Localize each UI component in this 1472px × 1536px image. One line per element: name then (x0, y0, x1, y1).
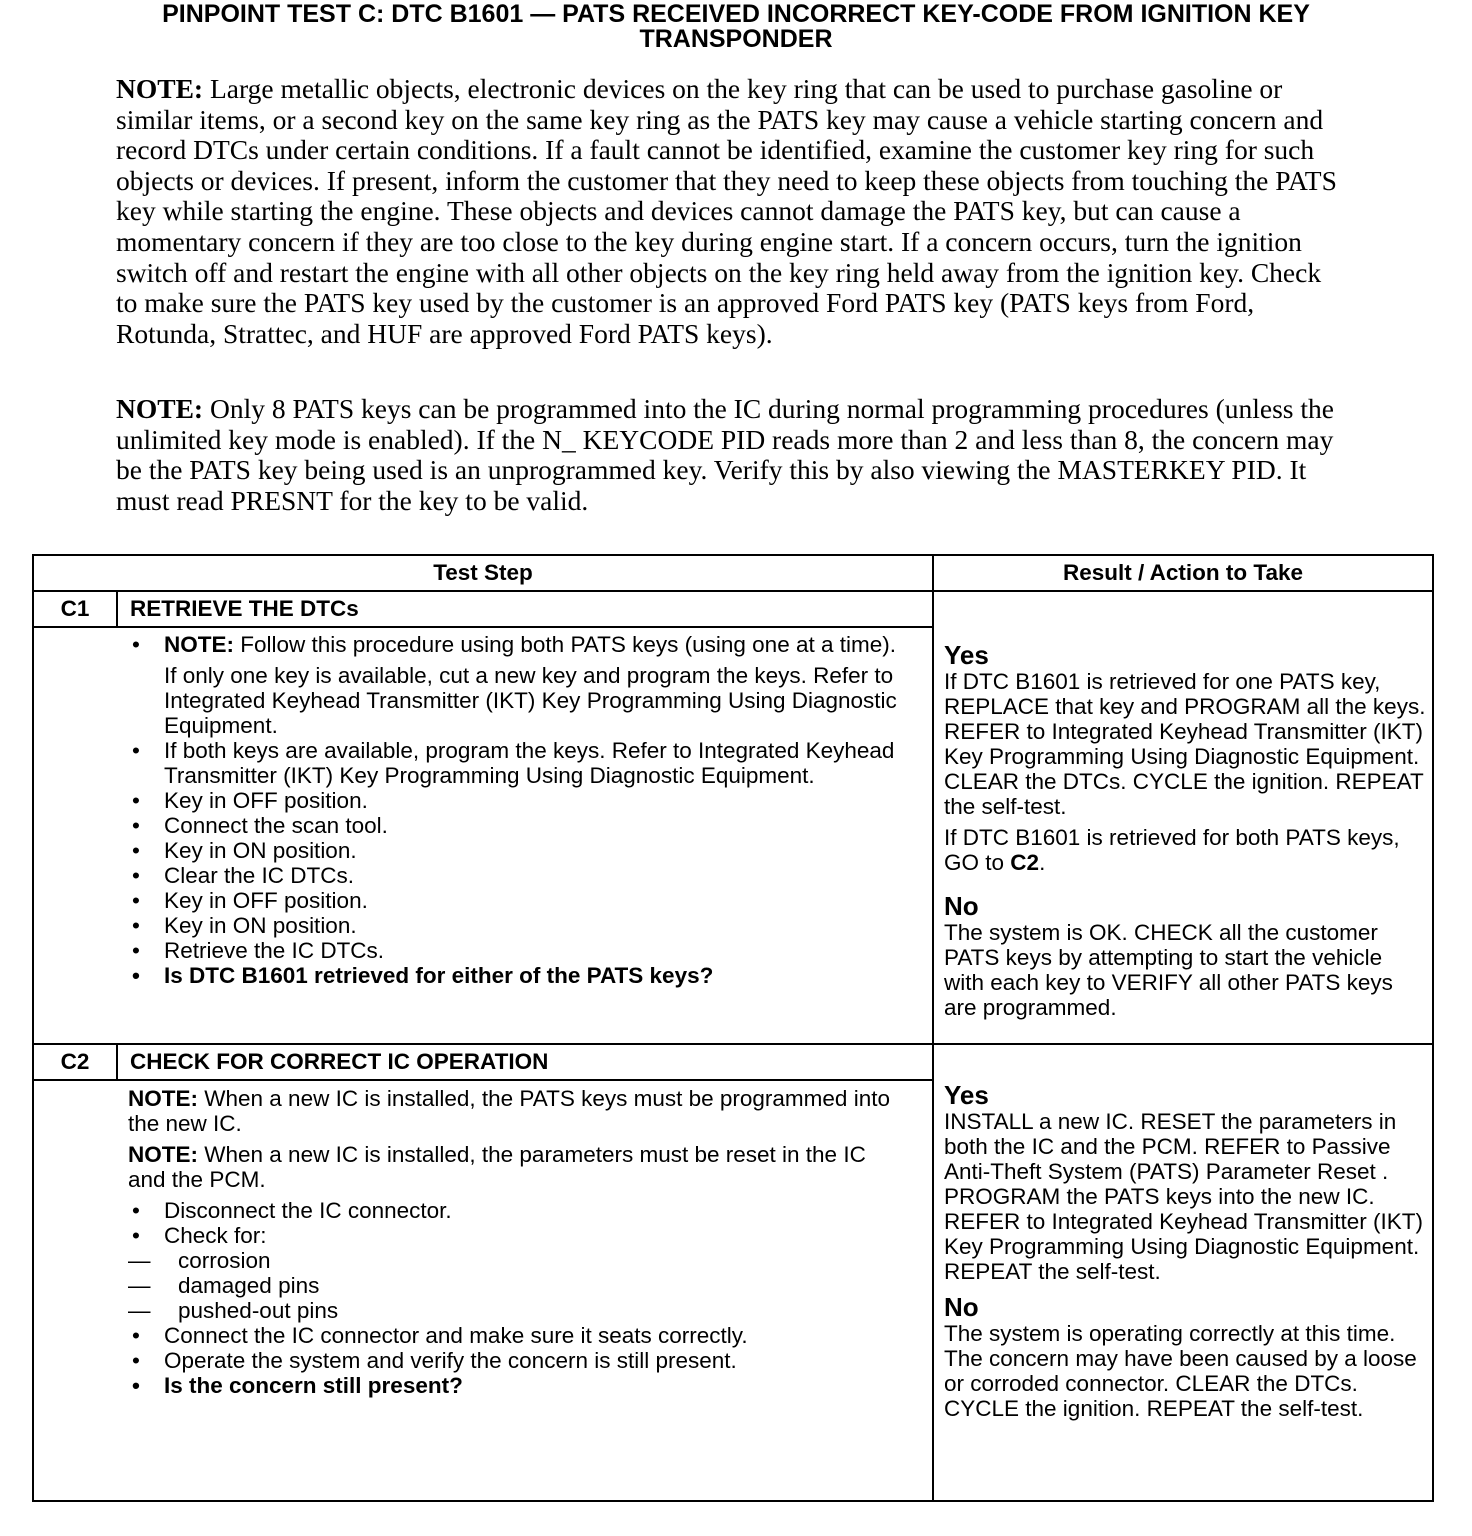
list-item: • Key in ON position. (128, 838, 898, 863)
note-text: Large metallic objects, electronic devices on the key ring that can be used to purchase gasoline or similar items, or a second key on the same key ring as the PATS key may cause a vehicle starting concern and record DTCs under certain conditions. If a fault cannot be identified, examine the customer key ring for such objects or devices. If present, inform the customer that they need to keep these objects from touching the PATS key while starting the engine. These objects and devices cannot damage the PATS key, but can cause a momentary concern if they are too close to the key during engine start. If a concern occurs, turn the ignition switch off and restart the engine with all other objects on the key ring held away from the ignition key. Check to make sure the PATS key used by the customer is an approved Ford PATS key (PATS keys from Ford, Rotunda, Strattec, and HUF are approved Ford PATS keys). (116, 73, 1337, 349)
yes-label: Yes (944, 1080, 989, 1110)
note-text: When a new IC is installed, the PATS keys must be programmed into the new IC. (128, 1086, 890, 1136)
list-item: • Connect the scan tool. (128, 813, 898, 838)
yes-text: INSTALL a new IC. RESET the parameters in both the IC and the PCM. REFER to Passive Anti-Theft System (PATS) Parameter Reset . PROGRAM the PATS keys into the new IC. REFER to Integrated Keyhead Transmitter (IKT) Key Programming Using Diagnostic Equipment. REPEAT the self-test. (944, 1109, 1423, 1284)
c2-title-divider (34, 1079, 932, 1081)
note-text: Follow this procedure using both PATS keys (using one at a time). (240, 632, 896, 657)
note-text: When a new IC is installed, the parameters must be reset in the IC and the PCM. (128, 1142, 866, 1192)
note-label: NOTE: (116, 393, 204, 424)
c2-procedure (128, 1086, 908, 1398)
c1-id-divider (116, 592, 118, 628)
list-item: • Key in OFF position. (128, 888, 898, 913)
goto-link-c2[interactable]: C2 (1010, 850, 1040, 875)
yes-text (944, 825, 1428, 875)
column-divider (932, 556, 934, 1500)
list-item: • Connect the IC connector and make sure it seats correctly. (128, 1323, 908, 1348)
c2-result (944, 1082, 1428, 1421)
note-text: Only 8 PATS keys can be programmed into the IC during normal programming procedures (unless the unlimited key mode is enabled). If the N_ KEYCODE PID reads more than 2 and less than 8, the concern may be the PATS key being used is an unprogrammed key. Verify this by also viewing the MASTERKEY PID. It must read PRESNT for the key to be valid. (116, 393, 1334, 516)
list-item: • Is DTC B1601 retrieved for either of the PATS keys? (128, 963, 898, 988)
header-result-action: Result / Action to Take (1062, 560, 1304, 585)
list-item: • Operate the system and verify the concern is still present. (128, 1348, 908, 1373)
note-label: NOTE: (164, 632, 234, 657)
no-label: No (944, 1292, 979, 1322)
step-title-c2: CHECK FOR CORRECT IC OPERATION (130, 1049, 549, 1074)
list-item: • Key in OFF position. (128, 788, 898, 813)
list-item: • Is the concern still present? (128, 1373, 908, 1398)
step-id-c2: C2 (60, 1049, 90, 1074)
list-item (128, 663, 898, 738)
yes-text-goto: If DTC B1601 is retrieved for both PATS keys, GO to (944, 825, 1400, 875)
yes-label: Yes (944, 640, 989, 670)
c1-title-divider (34, 626, 932, 628)
no-text: The system is operating correctly at this time. The concern may have been caused by a loose or corroded connector. CLEAR the DTCs. CYCLE the ignition. REPEAT the self-test. (944, 1321, 1417, 1421)
c2-note-1 (128, 1086, 908, 1136)
list-item (128, 1223, 908, 1323)
c1-procedure (128, 632, 898, 988)
c2-step-list (128, 1198, 908, 1398)
note-label: NOTE: (128, 1142, 198, 1167)
c1-step-list (128, 632, 898, 988)
note-continuation: If only one key is available, cut a new key and program the keys. Refer to Integrated Keyhead Transmitter (IKT) Key Programming Using Diagnostic Equipment. (164, 663, 897, 738)
check-item: — pushed-out pins (128, 1298, 908, 1323)
header-test-step: Test Step (433, 560, 533, 585)
c1-result (944, 642, 1428, 1020)
note-metallic-objects (116, 74, 1346, 349)
row-divider (34, 1043, 1432, 1045)
header-divider (34, 590, 1432, 592)
check-item: — corrosion (128, 1248, 908, 1273)
check-for-label: Check for: (164, 1223, 267, 1248)
list-item: • Key in ON position. (128, 913, 898, 938)
yes-text: If DTC B1601 is retrieved for one PATS key, REPLACE that key and PROGRAM all the keys. REFER to Integrated Keyhead Transmitter (IKT) Key Programming Using Diagnostic Equipment. CLEAR the DTCs. CYCLE the ignition. REPEAT the self-test. (944, 669, 1426, 819)
list-item: • Clear the IC DTCs. (128, 863, 898, 888)
check-item: — damaged pins (128, 1273, 908, 1298)
list-item (128, 632, 898, 657)
c2-note-2 (128, 1142, 908, 1192)
note-label: NOTE: (128, 1086, 198, 1111)
no-text: The system is OK. CHECK all the customer PATS keys by attempting to start the vehicle with each key to VERIFY all other PATS keys are programmed. (944, 920, 1393, 1020)
list-item: • Disconnect the IC connector. (128, 1198, 908, 1223)
check-list (128, 1248, 908, 1323)
list-item: • Retrieve the IC DTCs. (128, 938, 898, 963)
step-title-c1: RETRIEVE THE DTCs (130, 596, 359, 621)
step-id-c1: C1 (60, 596, 90, 621)
page-title: PINPOINT TEST C: DTC B1601 — PATS RECEIVED INCORRECT KEY-CODE FROM IGNITION KEY TRANSPONDER (162, 0, 1310, 53)
note-key-limit (116, 394, 1346, 516)
c2-id-divider (116, 1045, 118, 1081)
note-label: NOTE: (116, 73, 204, 104)
list-item: • If both keys are available, program the keys. Refer to Integrated Keyhead Transmitter (IKT) Key Programming Using Diagnostic Equipment. (128, 738, 898, 788)
no-label: No (944, 891, 979, 921)
pinpoint-table (32, 554, 1434, 1502)
punctuation: . (1039, 850, 1046, 875)
